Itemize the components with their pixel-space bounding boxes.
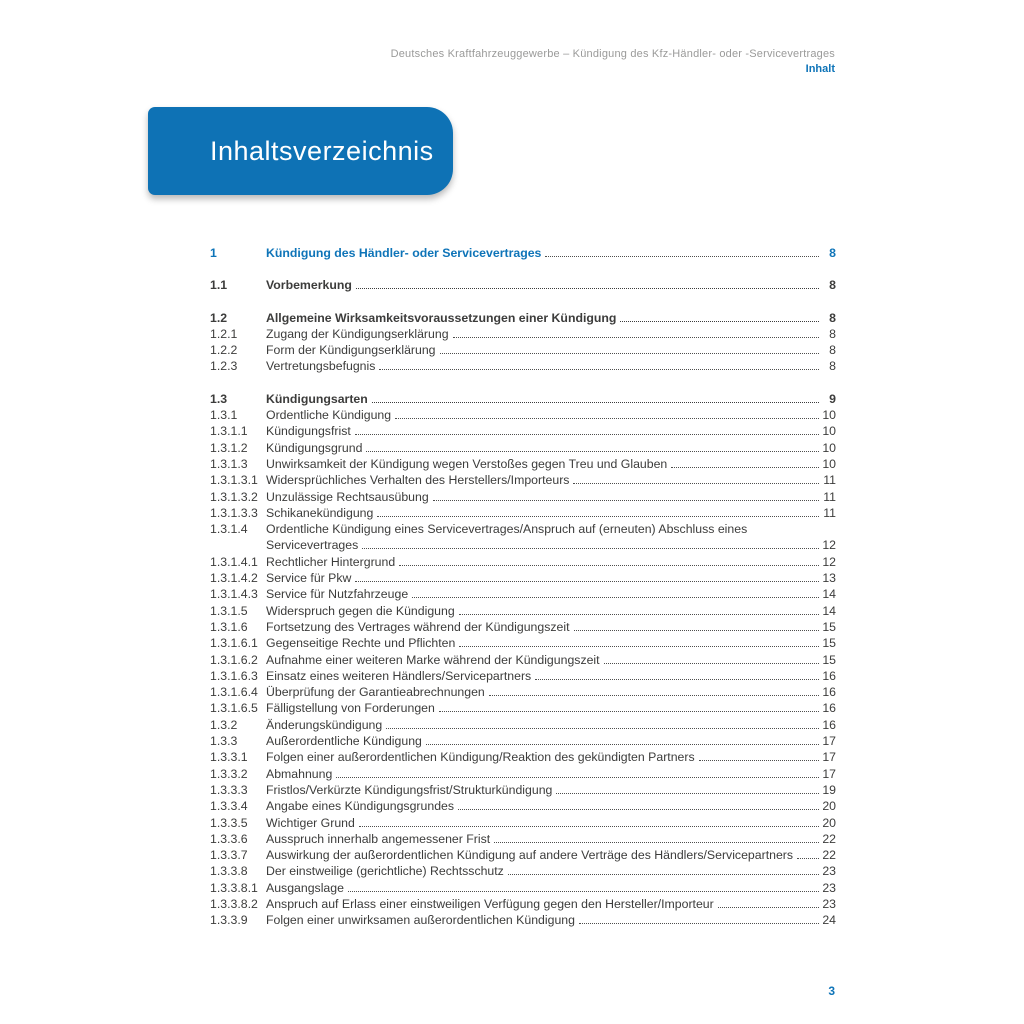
toc-entry-page: 10 [822, 456, 836, 471]
toc-entry-page: 20 [822, 799, 836, 814]
toc-entry [210, 798, 836, 814]
toc-entry-page: 8 [829, 310, 836, 325]
toc-entry-number: 1.3.1.6.4 [210, 685, 258, 700]
dot-leader [579, 922, 819, 924]
toc-entry-title: Folgen einer unwirksamen außerordentlichen Kündigung [266, 913, 575, 928]
toc-entry-number: 1.3.1.1 [210, 424, 248, 439]
dot-leader [574, 629, 819, 631]
dot-leader [412, 596, 819, 598]
toc-entry [210, 505, 836, 521]
dot-leader [489, 694, 819, 696]
toc-entry [210, 700, 836, 716]
toc-entry-number: 1.3.3.1 [210, 750, 248, 765]
toc-entry-page: 9 [829, 391, 836, 406]
toc-entry-page: 15 [822, 619, 836, 634]
toc-entry [210, 896, 836, 912]
toc-entry-title: Unzulässige Rechtsausübung [266, 489, 429, 504]
toc-entry-number: 1.3.1.3 [210, 456, 248, 471]
dot-leader [399, 564, 819, 566]
toc-entry-title: Anspruch auf Erlass einer einstweiligen Verfügung gegen den Hersteller/Importeur [266, 896, 714, 911]
toc-entry-title: Kündigungsfrist [266, 424, 351, 439]
toc-entry-page: 19 [822, 782, 836, 797]
toc-entry-number: 1.3.3.8.2 [210, 896, 258, 911]
toc-entry [210, 831, 836, 847]
toc-entry-title: Service für Pkw [266, 571, 352, 586]
toc-entry-title: Kündigungsarten [266, 391, 368, 406]
dot-leader [362, 547, 819, 549]
toc-entry-page: 17 [822, 766, 836, 781]
dot-leader [395, 417, 819, 419]
toc-entry [210, 326, 836, 342]
toc-entry-number: 1.3.1.6.2 [210, 652, 258, 667]
page-header [391, 47, 835, 76]
toc-entry-number: 1.2.3 [210, 359, 238, 374]
toc-entry [210, 863, 836, 879]
dot-leader [459, 613, 819, 615]
toc-entry-number: 1.3.1.6.1 [210, 636, 258, 651]
toc-entry [210, 277, 836, 293]
toc-entry-page: 24 [822, 913, 836, 928]
toc-entry-number: 1.3.3.8.1 [210, 880, 258, 895]
toc-entry-number: 1.3.1.4.2 [210, 571, 258, 586]
toc-entry-number: 1.3.3.6 [210, 831, 248, 846]
toc-entry-page: 16 [822, 701, 836, 716]
toc-entry-number: 1.3.1.2 [210, 440, 248, 455]
toc-entry [210, 440, 836, 456]
toc-entry-page: 23 [822, 880, 836, 895]
toc-entry-number: 1.3.1.6.3 [210, 668, 258, 683]
toc-entry-title: Service für Nutzfahrzeuge [266, 587, 409, 602]
toc-entry-title: Unwirksamkeit der Kündigung wegen Verstoßes gegen Treu und Glauben [266, 456, 668, 471]
toc-entry-title: Fälligstellung von Forderungen [266, 701, 435, 716]
toc-entry-page: 23 [822, 864, 836, 879]
toc-entry [210, 652, 836, 668]
dot-leader [439, 710, 819, 712]
dot-leader [604, 662, 819, 664]
dot-leader [348, 890, 819, 892]
toc-entry-page: 15 [822, 636, 836, 651]
toc-entry-page: 14 [822, 587, 836, 602]
dot-leader [386, 727, 819, 729]
page-number: 3 [828, 984, 835, 998]
toc-entry-number: 1.3.3.3 [210, 782, 248, 797]
toc-entry [210, 570, 836, 586]
toc-entry-title: Fristlos/Verkürzte Kündigungsfrist/Strukturkündigung [266, 782, 553, 797]
toc-entry-title: Kündigungsgrund [266, 440, 363, 455]
toc-entry [210, 912, 836, 928]
toc-entry-page: 12 [822, 554, 836, 569]
toc-entry-page: 22 [822, 848, 836, 863]
toc-entry-title: Angabe eines Kündigungsgrundes [266, 799, 455, 814]
page-title: Inhaltsverzeichnis [210, 135, 434, 166]
toc-entry-number: 1.3.2 [210, 717, 238, 732]
toc-entry [210, 391, 836, 407]
toc-entry-page: 22 [822, 831, 836, 846]
toc-entry [210, 619, 836, 635]
toc-entry-page: 14 [822, 603, 836, 618]
toc-entry-page: 12 [822, 538, 836, 553]
toc-entry [210, 245, 836, 261]
toc-entry [210, 472, 836, 488]
toc-entry-title: Ordentliche Kündigung eines Servicevertrages/Anspruch auf (erneuten) Abschluss eines [266, 522, 748, 537]
toc-entry-title: Einsatz eines weiteren Händlers/Servicepartners [266, 668, 532, 683]
toc-entry-title: Vertretungsbefugnis [266, 359, 376, 374]
toc-entry-title: Fortsetzung des Vertrages während der Kündigungszeit [266, 619, 570, 634]
toc-entry-title: Außerordentliche Kündigung [266, 734, 422, 749]
toc-entry [210, 586, 836, 602]
toc-entry-title: Rechtlicher Hintergrund [266, 554, 396, 569]
toc-entry-number: 1.3.1.6.5 [210, 701, 258, 716]
dot-leader [699, 759, 819, 761]
toc-entry-title: Ordentliche Kündigung [266, 408, 392, 423]
toc-entry-number: 1.3.3 [210, 734, 238, 749]
toc-entry-number: 1.2 [210, 310, 228, 325]
toc-entry-number: 1.3.1.3.1 [210, 473, 258, 488]
dot-leader [440, 352, 819, 354]
toc-entry-title: Widerspruch gegen die Kündigung [266, 603, 455, 618]
dot-leader [355, 580, 819, 582]
toc-entry-number: 1.3.3.4 [210, 799, 248, 814]
toc-entry [210, 603, 836, 619]
toc-entry [210, 847, 836, 863]
toc-entry-number: 1.2.1 [210, 326, 238, 341]
toc-entry-page: 8 [829, 359, 836, 374]
dot-leader [433, 499, 819, 501]
toc-entry-title: Folgen einer außerordentlichen Kündigung/Reaktion des gekündigten Partners [266, 750, 695, 765]
toc-entry-title: Servicevertrages [266, 538, 359, 553]
toc-entry-title: Auswirkung der außerordentlichen Kündigung auf andere Verträge des Händlers/Servicepartners [266, 848, 794, 863]
toc-entry-number: 1.3.1.3.2 [210, 489, 258, 504]
dot-leader [453, 336, 819, 338]
toc-entry-continuation [210, 537, 836, 553]
dot-leader [426, 743, 819, 745]
toc-entry-page: 8 [829, 246, 836, 260]
dot-leader [356, 287, 819, 289]
toc-entry [210, 717, 836, 733]
toc-entry-number: 1.3 [210, 391, 228, 406]
toc-entry-title: Wichtiger Grund [266, 815, 355, 830]
toc-entry-number: 1.3.1.4.3 [210, 587, 258, 602]
dot-leader [355, 433, 819, 435]
dot-leader [359, 825, 819, 827]
toc-entry-title: Abmahnung [266, 766, 333, 781]
dot-leader [377, 515, 819, 517]
toc-entry-number: 1 [210, 246, 217, 260]
toc-entry-title: Allgemeine Wirksamkeitsvoraussetzungen einer Kündigung [266, 310, 617, 325]
toc-entry [210, 407, 836, 423]
toc-entry [210, 342, 836, 358]
dot-leader [573, 482, 819, 484]
toc-entry [210, 749, 836, 765]
toc-entry [210, 782, 836, 798]
toc-entry [210, 489, 836, 505]
toc-entry-page: 23 [822, 896, 836, 911]
title-banner [148, 107, 453, 195]
dot-leader [545, 255, 819, 257]
toc-entry-number: 1.3.3.8 [210, 864, 248, 879]
toc-list [210, 245, 836, 929]
toc-entry-page: 8 [829, 326, 836, 341]
dot-leader [671, 466, 819, 468]
toc-entry-title: Gegenseitige Rechte und Pflichten [266, 636, 456, 651]
dot-leader [379, 368, 819, 370]
toc-entry-page: 20 [822, 815, 836, 830]
dot-leader [535, 678, 819, 680]
toc-entry-number: 1.3.1.3.3 [210, 505, 258, 520]
toc-entry-number: 1.2.2 [210, 343, 238, 358]
toc-entry-title: Aufnahme einer weiteren Marke während der Kündigungszeit [266, 652, 600, 667]
toc-entry-title: Schikanekündigung [266, 505, 374, 520]
toc-entry [210, 456, 836, 472]
toc-entry-number: 1.3.1 [210, 408, 238, 423]
toc-entry-title: Ausspruch innerhalb angemessener Frist [266, 831, 491, 846]
toc-entry-number: 1.3.1.4 [210, 522, 248, 537]
toc-entry-title: Zugang der Kündigungserklärung [266, 326, 449, 341]
page-footer [828, 984, 835, 998]
toc-entry-page: 16 [822, 717, 836, 732]
toc-entry [210, 668, 836, 684]
toc-entry-title: Ausgangslage [266, 880, 344, 895]
toc-entry-title: Änderungskündigung [266, 717, 383, 732]
toc-entry-number: 1.3.1.4.1 [210, 554, 258, 569]
toc-entry [210, 684, 836, 700]
toc-entry-page: 10 [822, 440, 836, 455]
toc-entry-number: 1.1 [210, 278, 228, 293]
toc-entry-page: 17 [822, 734, 836, 749]
toc-entry-title: Form der Kündigungserklärung [266, 343, 436, 358]
dot-leader [620, 320, 819, 322]
toc-entry-page: 10 [822, 408, 836, 423]
dot-leader [494, 841, 819, 843]
toc-entry-number: 1.3.3.9 [210, 913, 248, 928]
toc-entry [210, 815, 836, 831]
dot-leader [458, 808, 819, 810]
toc-entry-page: 16 [822, 668, 836, 683]
toc-entry-page: 16 [822, 685, 836, 700]
dot-leader [372, 401, 819, 403]
toc-entry [210, 521, 836, 537]
toc-entry-page: 8 [829, 343, 836, 358]
toc-entry-title: Kündigung des Händler- oder Servicevertrages [266, 246, 542, 260]
dot-leader [556, 792, 819, 794]
toc-entry-number: 1.3.1.6 [210, 619, 248, 634]
toc-entry [210, 635, 836, 651]
toc-entry [210, 423, 836, 439]
toc-entry-number: 1.3.3.5 [210, 815, 248, 830]
dot-leader [366, 450, 819, 452]
dot-leader [718, 906, 819, 908]
toc-entry-title: Widersprüchliches Verhalten des Herstellers/Importeurs [266, 473, 570, 488]
toc-entry [210, 358, 836, 374]
dot-leader [508, 873, 819, 875]
dot-leader [459, 645, 819, 647]
toc-entry-number: 1.3.1.5 [210, 603, 248, 618]
toc-entry-number: 1.3.3.7 [210, 848, 248, 863]
toc-entry [210, 766, 836, 782]
dot-leader [336, 776, 819, 778]
toc-entry-page: 11 [823, 473, 836, 488]
toc-entry-page: 17 [822, 750, 836, 765]
toc-entry [210, 554, 836, 570]
toc-entry-page: 11 [823, 505, 836, 520]
toc-entry-page: 8 [829, 278, 836, 293]
dot-leader [797, 857, 819, 859]
toc-entry-title: Überprüfung der Garantieabrechnungen [266, 685, 485, 700]
toc-entry-title: Vorbemerkung [266, 278, 352, 293]
toc-entry [210, 310, 836, 326]
toc-entry-page: 13 [822, 571, 836, 586]
toc-entry-page: 11 [823, 489, 836, 504]
toc-entry [210, 733, 836, 749]
toc-entry [210, 880, 836, 896]
toc-entry-number: 1.3.3.2 [210, 766, 248, 781]
header-section-label: Inhalt [805, 63, 835, 75]
toc-entry-title: Der einstweilige (gerichtliche) Rechtsschutz [266, 864, 504, 879]
toc-entry-page: 15 [822, 652, 836, 667]
document-title: Deutsches Kraftfahrzeuggewerbe – Kündigung des Kfz-Händler- oder -Servicevertrages [390, 48, 835, 60]
toc-entry-page: 10 [822, 424, 836, 439]
